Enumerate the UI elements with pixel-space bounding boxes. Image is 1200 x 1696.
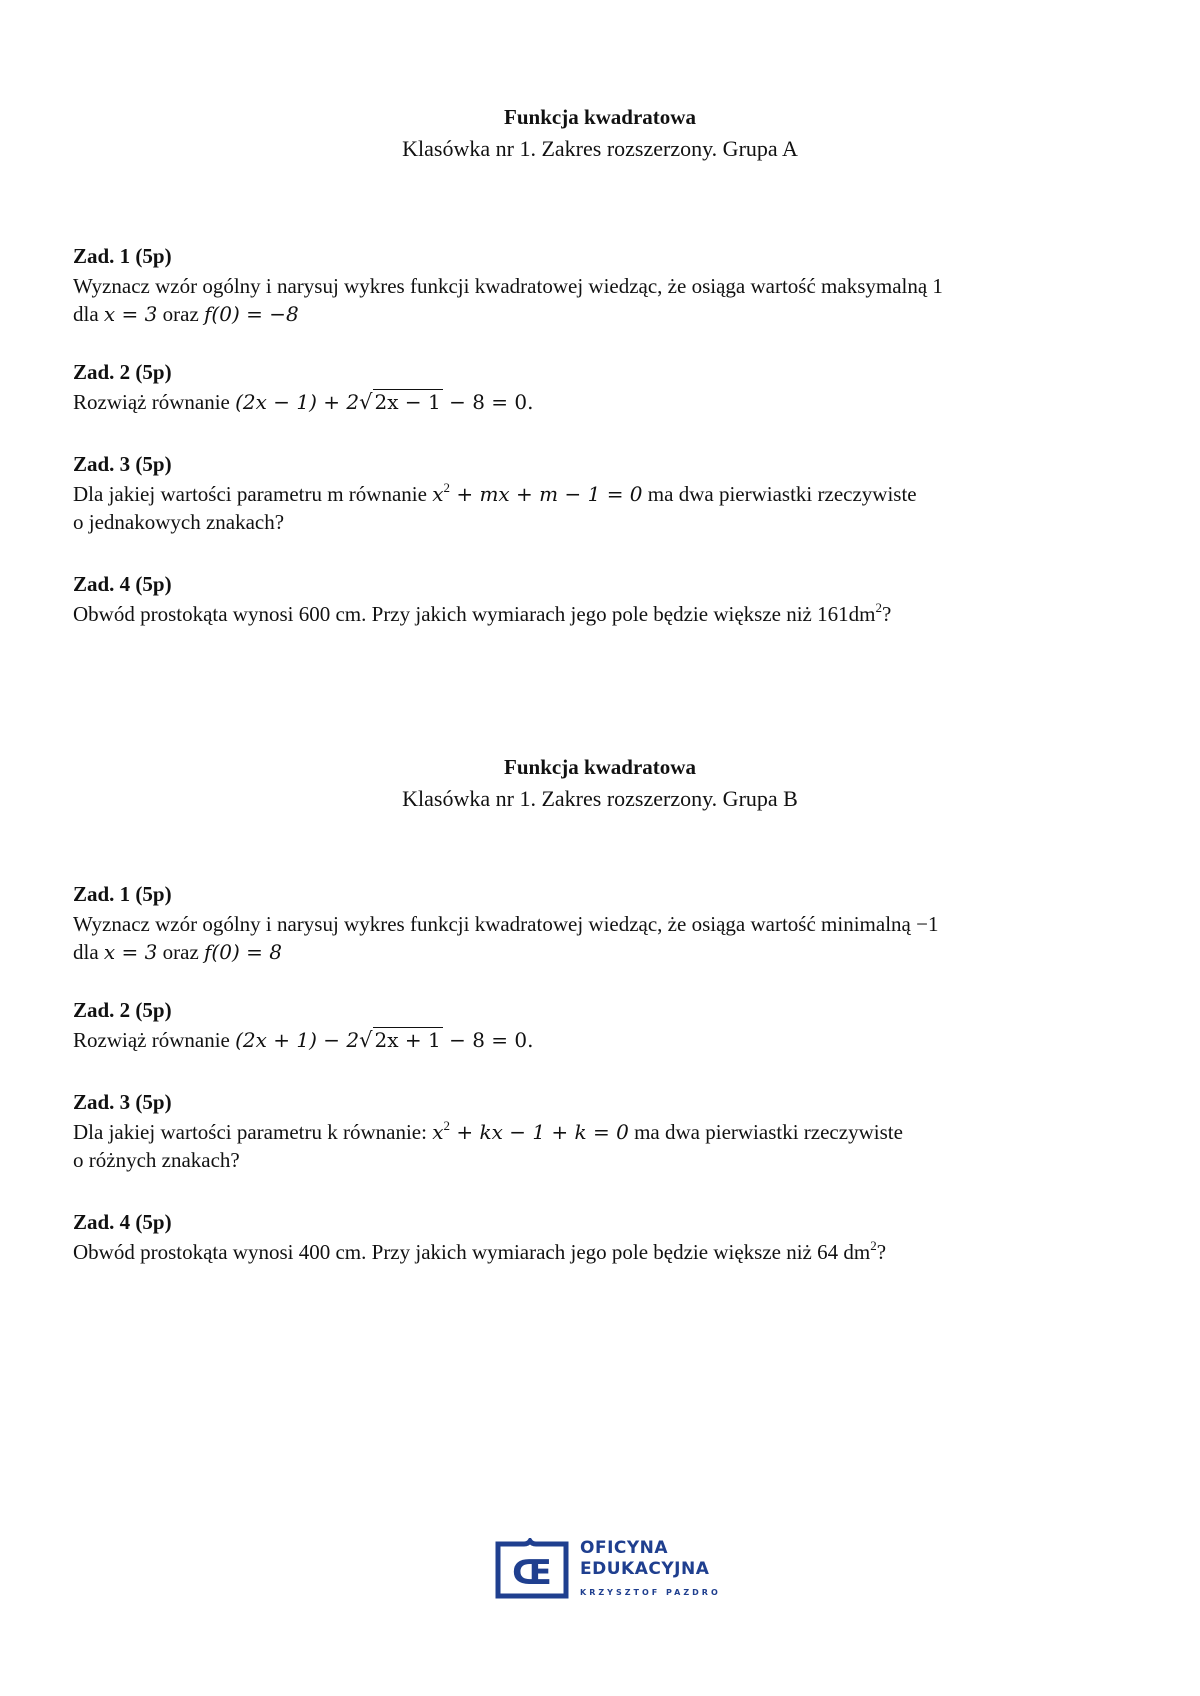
- oe-logo-icon: [494, 1538, 572, 1602]
- text: ?: [881, 602, 892, 626]
- task-heading: Zad. 2 (5p): [73, 360, 172, 384]
- task-heading: Zad. 1 (5p): [73, 882, 172, 906]
- group-a-subtitle: Klasówka nr 1. Zakres rozszerzony. Grupa A: [402, 136, 798, 161]
- text: Dla jakiej wartości parametru m równanie: [73, 482, 433, 506]
- exponent: 2: [875, 600, 882, 615]
- task-line: [73, 300, 1133, 328]
- task-body: [73, 480, 1133, 536]
- group-b-task-3: [73, 1088, 1133, 1174]
- group-a-task-3: [73, 450, 1133, 536]
- sqrt-icon: √: [359, 1028, 373, 1052]
- exponent: 2: [870, 1238, 877, 1253]
- radicand: 2x − 1: [374, 390, 441, 414]
- logo-line-3: KRZYSZTOF PAZDRO: [580, 1588, 721, 1597]
- task-line: [73, 938, 1133, 966]
- sqrt-icon: √: [359, 390, 373, 414]
- task-heading: Zad. 1 (5p): [73, 244, 172, 268]
- logo-mark-text: Œ: [512, 1553, 552, 1593]
- text: ?: [876, 1240, 887, 1264]
- task-body: [73, 272, 1133, 328]
- task-heading: Zad. 3 (5p): [73, 1090, 172, 1114]
- math-expression: x = 3: [103, 940, 158, 964]
- text: Dla jakiej wartości parametru k równanie:: [73, 1120, 433, 1144]
- math-expression: (2x + 1) − 2: [235, 1028, 360, 1052]
- task-line: [73, 1026, 1133, 1054]
- task-line: [73, 480, 1133, 508]
- task-body: [73, 1026, 1133, 1054]
- task-body: [73, 388, 1133, 416]
- task-heading: Zad. 4 (5p): [73, 572, 172, 596]
- group-a-task-2: [73, 358, 1133, 416]
- group-a-header: [0, 104, 1200, 164]
- text: Obwód prostokąta wynosi 600 cm. Przy jakich wymiarach jego pole będzie większe niż 161dm: [73, 602, 876, 626]
- math-expression: + mx + m − 1 = 0: [449, 482, 643, 506]
- task-line: Wyznacz wzór ogólny i narysuj wykres funkcji kwadratowej wiedząc, że osiąga wartość maksymalną 1: [73, 274, 943, 298]
- task-heading: Zad. 3 (5p): [73, 452, 172, 476]
- task-line: Wyznacz wzór ogólny i narysuj wykres funkcji kwadratowej wiedząc, że osiąga wartość minimalną −1: [73, 912, 939, 936]
- task-body: [73, 1118, 1133, 1174]
- logo-line-2: EDUKACYJNA: [580, 1559, 710, 1579]
- math-variable: x: [432, 1120, 444, 1144]
- text: oraz: [157, 302, 205, 326]
- math-expression: − 8 = 0.: [442, 1028, 534, 1052]
- text: Rozwiąż równanie: [73, 390, 236, 414]
- task-line: [73, 388, 1133, 416]
- task-line: [73, 600, 1133, 628]
- math-expression: − 8 = 0.: [442, 390, 534, 414]
- publisher-logo: [494, 1538, 730, 1602]
- text: Obwód prostokąta wynosi 400 cm. Przy jakich wymiarach jego pole będzie większe niż 64 dm: [73, 1240, 871, 1264]
- group-a-task-1: [73, 242, 1133, 328]
- task-line: o jednakowych znakach?: [73, 510, 285, 534]
- task-body: [73, 600, 1133, 628]
- task-line: [73, 1118, 1133, 1146]
- group-b-subtitle: Klasówka nr 1. Zakres rozszerzony. Grupa B: [402, 786, 798, 811]
- text: Rozwiąż równanie: [73, 1028, 236, 1052]
- logo-line-1: OFICYNA: [580, 1538, 669, 1558]
- math-expression: x = 3: [103, 302, 158, 326]
- task-body: [73, 910, 1133, 966]
- group-a-title: Funkcja kwadratowa: [504, 105, 696, 129]
- math-expression: f(0) = 8: [204, 940, 282, 964]
- task-heading: Zad. 2 (5p): [73, 998, 172, 1022]
- math-expression: f(0) = −8: [204, 302, 299, 326]
- text: oraz: [157, 940, 205, 964]
- text: ma dwa pierwiastki rzeczywiste: [642, 482, 917, 506]
- task-line: o różnych znakach?: [73, 1148, 240, 1172]
- text: dla: [73, 940, 104, 964]
- group-b-task-4: [73, 1208, 1133, 1266]
- exponent: 2: [443, 480, 450, 495]
- exponent: 2: [443, 1118, 450, 1133]
- group-b-header: [0, 754, 1200, 814]
- task-body: [73, 1238, 1133, 1266]
- group-a-task-4: [73, 570, 1133, 628]
- task-heading: Zad. 4 (5p): [73, 1210, 172, 1234]
- math-expression: (2x − 1) + 2: [235, 390, 360, 414]
- group-b-task-1: [73, 880, 1133, 966]
- math-expression: + kx − 1 + k = 0: [449, 1120, 629, 1144]
- group-b-title: Funkcja kwadratowa: [504, 755, 696, 779]
- radicand: 2x + 1: [374, 1028, 441, 1052]
- math-variable: x: [432, 482, 444, 506]
- text: dla: [73, 302, 104, 326]
- task-line: [73, 1238, 1133, 1266]
- group-b-task-2: [73, 996, 1133, 1054]
- text: ma dwa pierwiastki rzeczywiste: [628, 1120, 903, 1144]
